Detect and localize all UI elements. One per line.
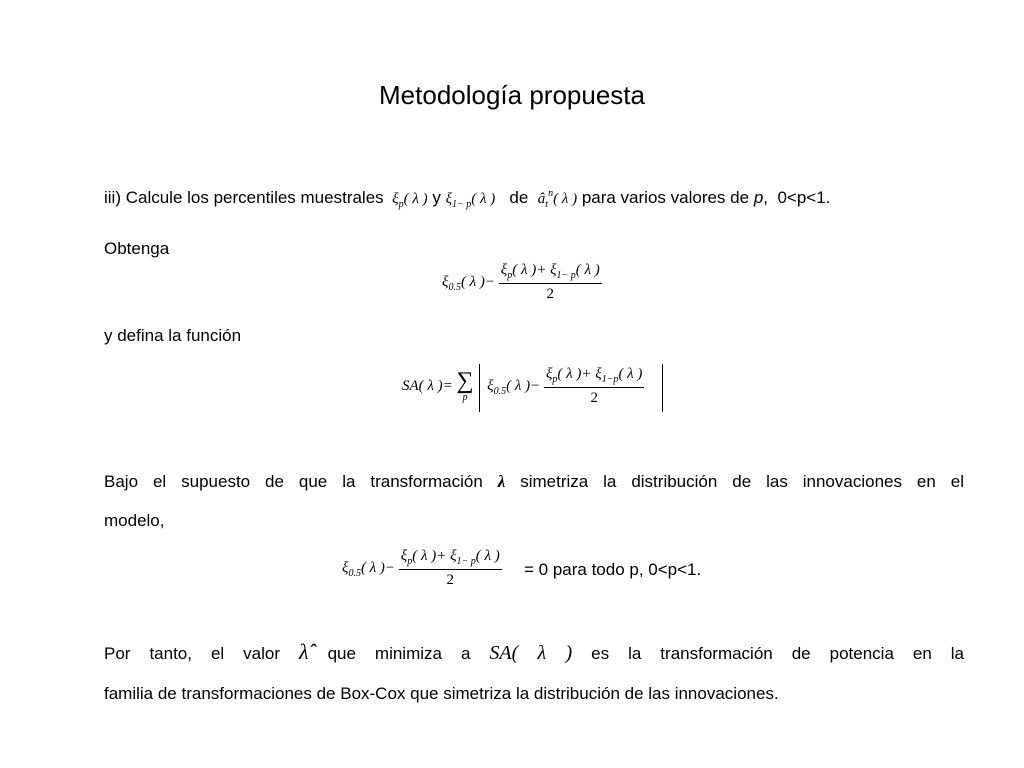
- assumption-line1-a: Bajo el supuesto de que la transformación: [104, 472, 483, 491]
- sa-lambda: SA( λ ): [489, 642, 573, 664]
- step-y: y: [432, 188, 441, 207]
- conclusion-c: es la transformación de potencia en la: [591, 644, 965, 663]
- step-prefix: iii) Calcule los percentiles muestrales: [104, 188, 384, 207]
- abs-bar-left: [479, 364, 480, 412]
- a-hat-t-n: $â_t^n$( λ ): [537, 188, 578, 210]
- step-obtenga: Obtenga: [104, 239, 170, 258]
- conclusion-line2: familia de transformaciones de Box-Cox que simetriza la distribución de las innovaciones.: [104, 684, 779, 703]
- step-p-var: p: [753, 188, 764, 207]
- equation-sa: SA( λ )= ∑ p $\xi_{0.5}$( λ )− $\frac{\xi_p( \lambda )+ \xi_{1-p}( \lambda )}{2}$: [402, 366, 643, 406]
- step-de: de: [509, 188, 529, 207]
- assumption-line1-b: simetriza la distribución de las innovaciones en el: [520, 472, 964, 491]
- equation-zero: $\xi_{0.5}$( λ )− $\frac{\xi_p( \lambda )+ \xi_{1- p}( \lambda )}{2}$: [342, 548, 500, 588]
- lambda-symbol: λ: [497, 472, 506, 491]
- define-label: y defina la función: [104, 326, 242, 345]
- step-range: 0<p<1.: [777, 188, 831, 207]
- conclusion-b: que minimiza a: [327, 644, 471, 663]
- lambda-hat: λ̂: [299, 639, 309, 664]
- assumption-line2: modelo,: [104, 511, 165, 530]
- abs-bar-right: [662, 364, 663, 412]
- equals-zero-text: = 0 para todo p, 0<p<1.: [524, 560, 702, 579]
- conclusion-paragraph: [104, 630, 964, 676]
- step-rest: para varios valores de: [581, 188, 750, 207]
- xi-1-p-lambda: $\xi_{1- p}$( λ ): [445, 191, 496, 210]
- xi-p-lambda: $\xi_p$( λ ): [388, 191, 428, 210]
- equation-obtenga: $\xi_{0.5}$( λ )− $\frac{\xi_p( \lambda )+ \xi_{1- p}( \lambda )}{2}$: [442, 262, 600, 302]
- conclusion-a: Por tanto, el valor: [104, 644, 281, 663]
- step-paragraph: iii) Calcule los percentiles muestrales $\xi_p$( λ ) y $\xi_{1- p}$( λ ) de $â_t^n$( λ ) para varios valores de p, 0<p<1. Obtenga: [104, 188, 831, 258]
- assumption-paragraph: [104, 460, 964, 504]
- slide-title: Metodología propuesta: [379, 80, 645, 110]
